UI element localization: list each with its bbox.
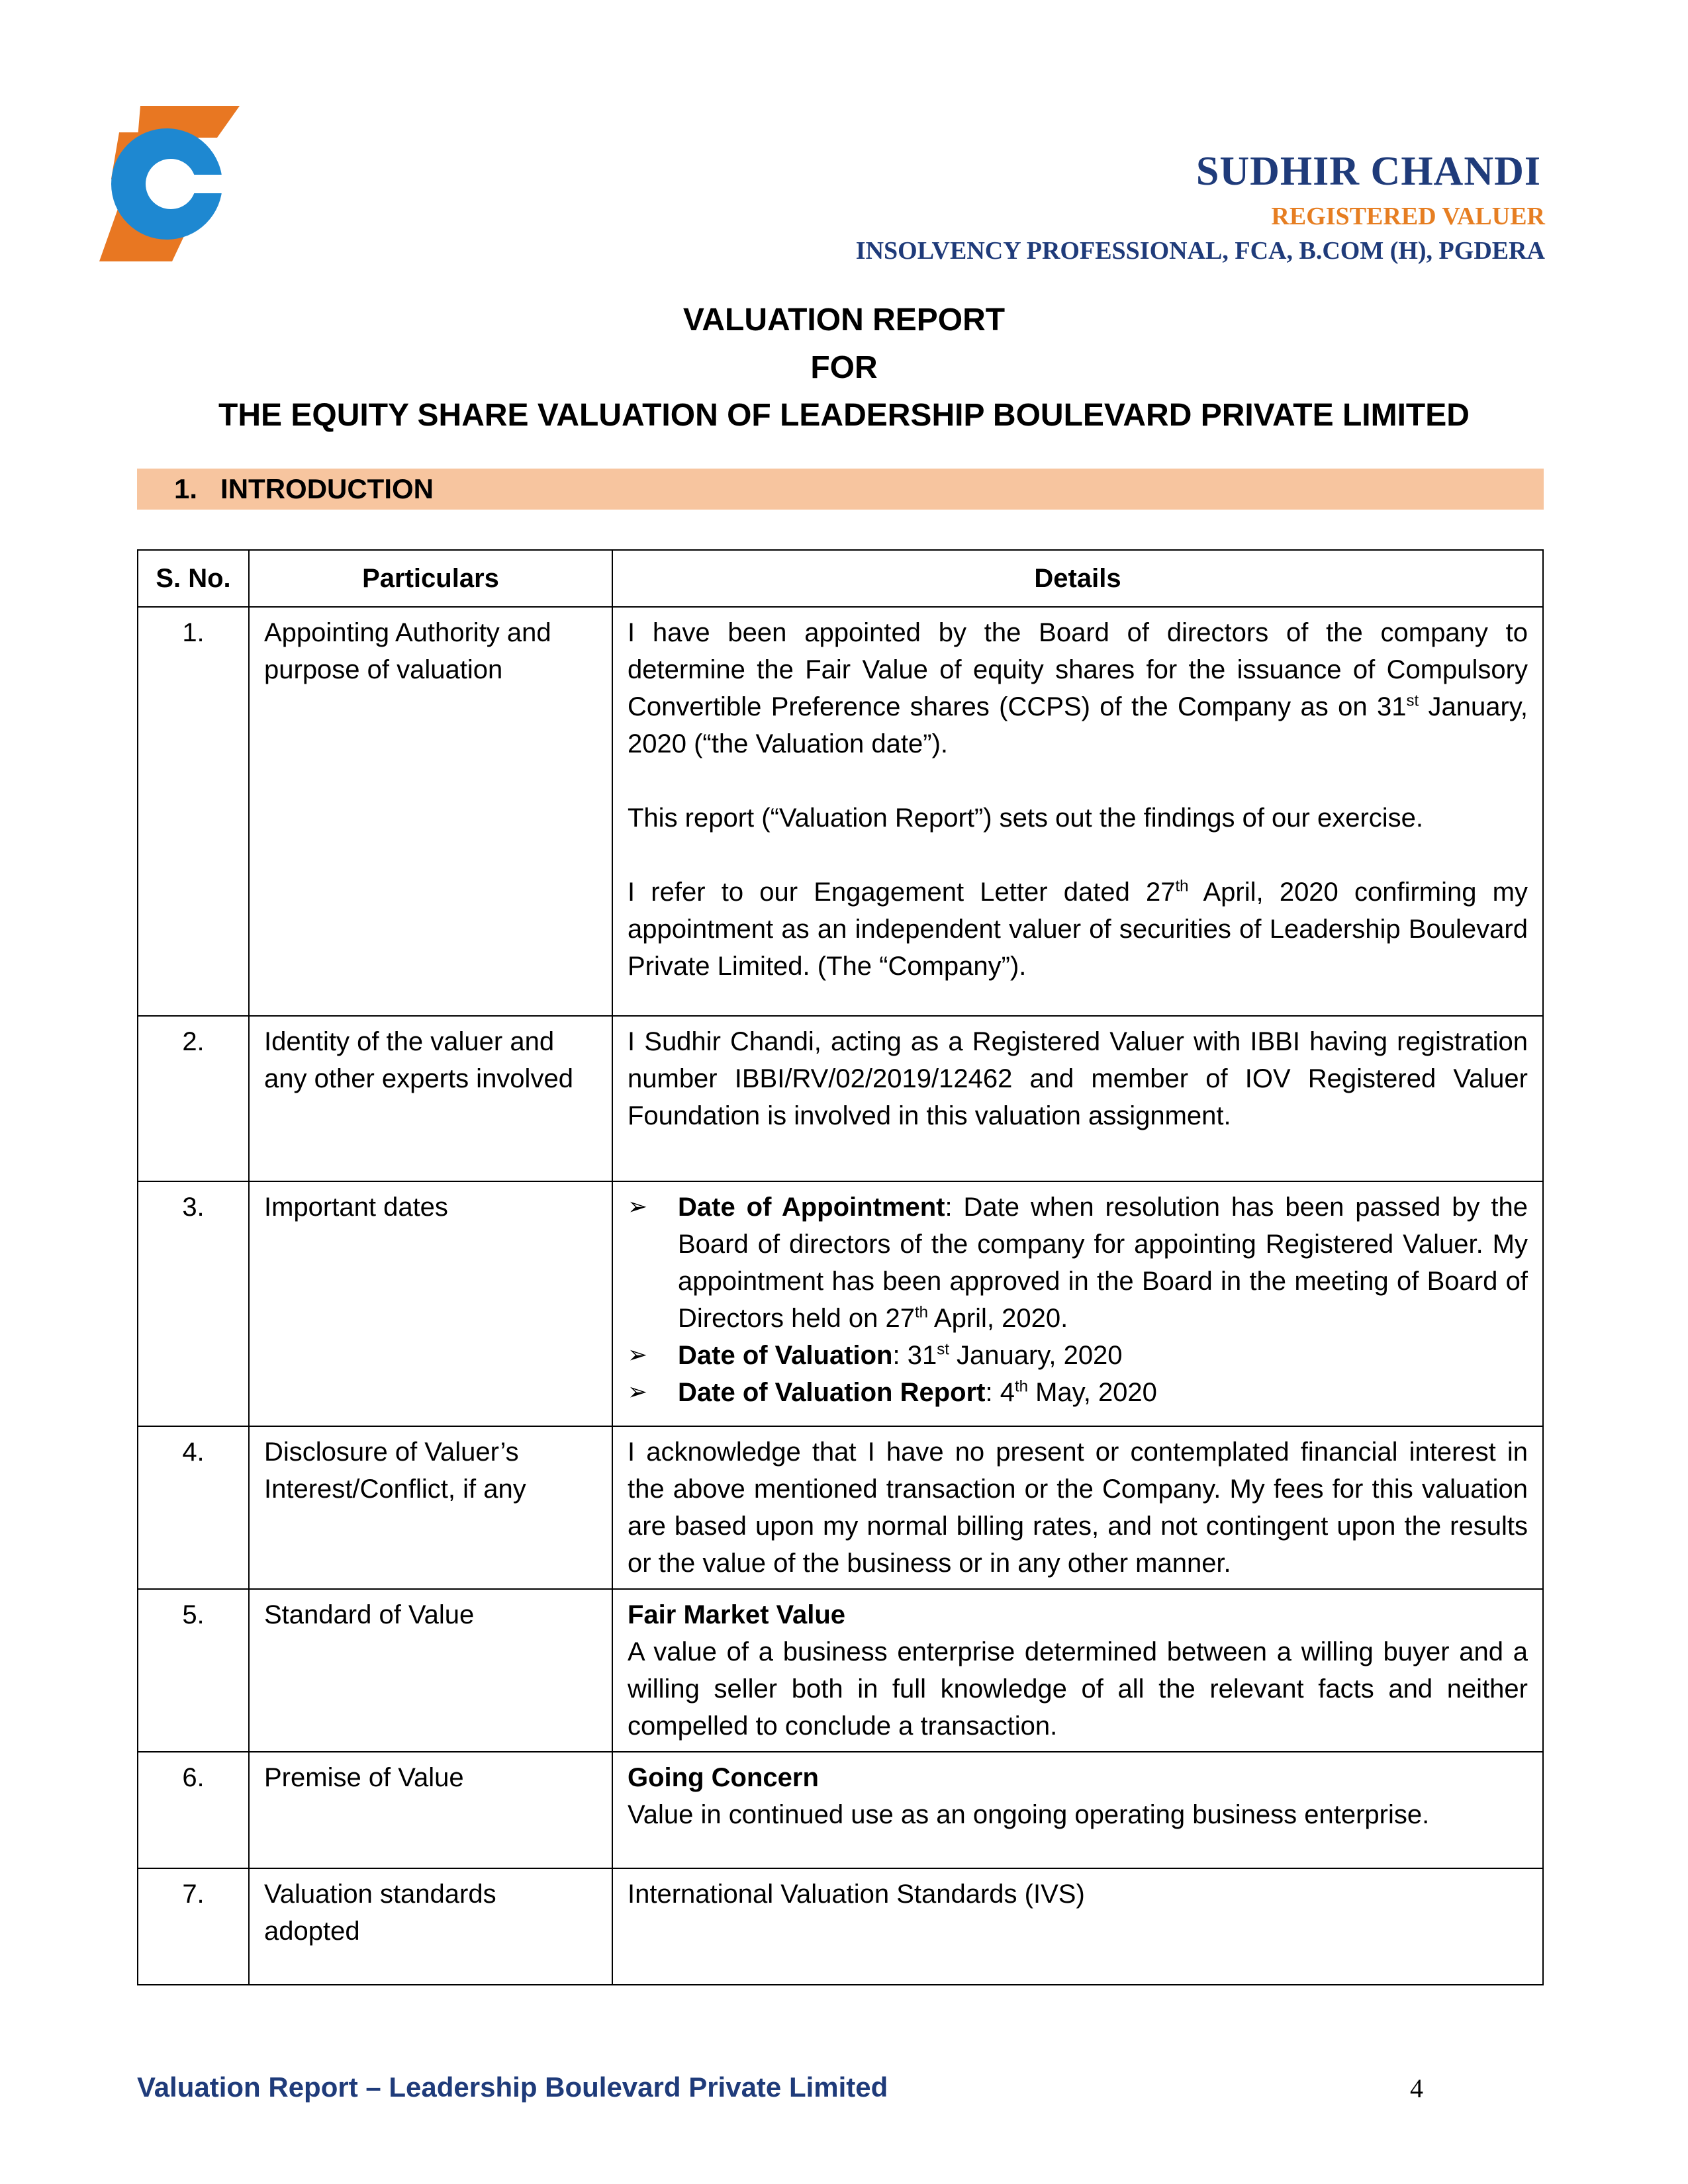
ordinal-suffix: th bbox=[914, 1303, 928, 1322]
section-heading: 1. INTRODUCTION bbox=[174, 473, 434, 504]
row-details bbox=[612, 1181, 1543, 1426]
row-particulars: Appointing Authority and purpose of valuation bbox=[249, 607, 612, 1016]
row-sno: 1. bbox=[138, 607, 249, 1016]
table-row bbox=[138, 1868, 1543, 1985]
company-logo bbox=[99, 106, 245, 261]
row-particulars: Standard of Value bbox=[249, 1589, 612, 1752]
date-label: Date of Appointment bbox=[678, 1193, 945, 1222]
valuer-role: REGISTERED VALUER bbox=[1271, 203, 1545, 230]
letterhead bbox=[856, 151, 1545, 263]
ordinal-suffix: st bbox=[937, 1340, 949, 1359]
row-sno: 2. bbox=[138, 1016, 249, 1181]
table-row bbox=[138, 1181, 1543, 1426]
introduction-table bbox=[137, 549, 1544, 1985]
row-details bbox=[612, 607, 1543, 1016]
list-item bbox=[628, 1374, 1528, 1411]
row-sno: 3. bbox=[138, 1181, 249, 1426]
row-details: I Sudhir Chandi, acting as a Registered Valuer with IBBI having registration number IBBI/RV/02/2019/12462 and member of IOV Registered Valuer Foundation is involved in this valuation assignment. bbox=[612, 1016, 1543, 1181]
title-line-3: THE EQUITY SHARE VALUATION OF LEADERSHIP BOULEVARD PRIVATE LIMITED bbox=[218, 398, 1470, 433]
dates-list bbox=[628, 1189, 1528, 1411]
details-text: January, 2020 (“the Valuation date”). bbox=[628, 692, 1528, 758]
row-particulars: Disclosure of Valuer’s Interest/Conflict, if any bbox=[249, 1426, 612, 1589]
details-text: Value in continued use as an ongoing operating business enterprise. bbox=[628, 1800, 1430, 1829]
details-paragraph: This report (“Valuation Report”) sets out the findings of our exercise. bbox=[628, 803, 1424, 833]
footer-title: Valuation Report – Leadership Boulevard Private Limited bbox=[137, 2071, 888, 2103]
row-particulars: Important dates bbox=[249, 1181, 612, 1426]
date-label: Date of Valuation Report bbox=[678, 1378, 986, 1407]
list-item bbox=[628, 1189, 1528, 1337]
details-heading: Going Concern bbox=[628, 1763, 819, 1792]
row-details bbox=[612, 1589, 1543, 1752]
table-row bbox=[138, 607, 1543, 1016]
report-title bbox=[0, 296, 1688, 439]
table-row bbox=[138, 1016, 1543, 1181]
title-line-2: FOR bbox=[810, 350, 878, 385]
header-details: Details bbox=[612, 550, 1543, 607]
details-text: April, 2020 confirming my appointment as an independent valuer of securities of Leadership Boulevard Private Limited. (The “Company”). bbox=[628, 878, 1528, 981]
logo-mark-icon bbox=[99, 106, 245, 261]
table-row bbox=[138, 1589, 1543, 1752]
valuer-qualifications: INSOLVENCY PROFESSIONAL, FCA, B.COM (H), PGDERA bbox=[855, 237, 1545, 265]
ordinal-suffix: th bbox=[1175, 877, 1189, 895]
row-particulars: Identity of the valuer and any other experts involved bbox=[249, 1016, 612, 1181]
date-label: Date of Valuation bbox=[678, 1341, 893, 1370]
date-text: May, 2020 bbox=[1028, 1378, 1157, 1407]
details-paragraph bbox=[628, 874, 1528, 985]
table-row bbox=[138, 1752, 1543, 1868]
row-details bbox=[612, 1752, 1543, 1868]
table-header-row bbox=[138, 550, 1543, 607]
header-particulars: Particulars bbox=[249, 550, 612, 607]
date-text: : 31 bbox=[892, 1341, 937, 1370]
date-text: : Date when resolution has been passed by the Board of directors of the company for appointing Registered Valuer. My appointment has been approved in the Board in the meeting of Board of Directors held on 27 bbox=[678, 1193, 1528, 1333]
details-heading: Fair Market Value bbox=[628, 1600, 846, 1629]
title-line-1: VALUATION REPORT bbox=[682, 302, 1006, 338]
row-particulars: Premise of Value bbox=[249, 1752, 612, 1868]
list-item bbox=[628, 1337, 1528, 1374]
row-sno: 7. bbox=[138, 1868, 249, 1985]
table-row bbox=[138, 1426, 1543, 1589]
ordinal-suffix: th bbox=[1014, 1377, 1028, 1396]
header-sno: S. No. bbox=[138, 550, 249, 607]
valuer-name: SUDHIR CHANDI bbox=[1196, 149, 1541, 194]
details-paragraph bbox=[628, 614, 1528, 762]
date-text: : 4 bbox=[985, 1378, 1015, 1407]
row-particulars: Valuation standards adopted bbox=[249, 1868, 612, 1985]
row-sno: 5. bbox=[138, 1589, 249, 1752]
ordinal-suffix: st bbox=[1406, 692, 1419, 710]
row-sno: 6. bbox=[138, 1752, 249, 1868]
row-details: International Valuation Standards (IVS) bbox=[612, 1868, 1543, 1985]
details-text: I refer to our Engagement Letter dated 27 bbox=[628, 878, 1176, 907]
date-text: January, 2020 bbox=[949, 1341, 1123, 1370]
details-text: A value of a business enterprise determined between a willing buyer and a willing seller both in full knowledge of all the relevant facts and neither compelled to conclude a transaction. bbox=[628, 1637, 1528, 1741]
section-heading-bar bbox=[137, 469, 1544, 510]
details-text: I have been appointed by the Board of directors of the company to determine the Fair Value of equity shares for the issuance of Compulsory Convertible Preference shares (CCPS) of the Company as on 31 bbox=[628, 618, 1528, 721]
page-number: 4 bbox=[1410, 2073, 1423, 2103]
row-details: I acknowledge that I have no present or contemplated financial interest in the above mentioned transaction or the Company. My fees for this valuation are based upon my normal billing rates, and not contingent upon the results or the value of the business or in any other manner. bbox=[612, 1426, 1543, 1589]
date-text: April, 2020. bbox=[927, 1304, 1068, 1333]
row-sno: 4. bbox=[138, 1426, 249, 1589]
